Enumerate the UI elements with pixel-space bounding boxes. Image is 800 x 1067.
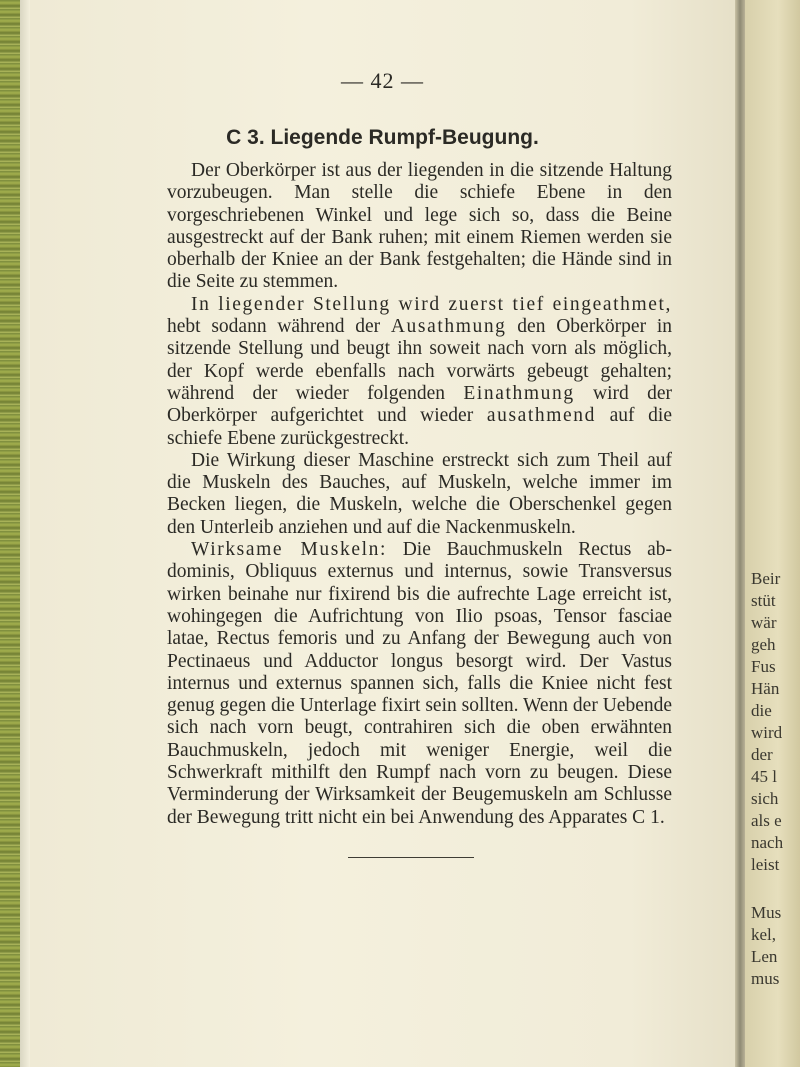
paragraph-4 <box>167 539 672 829</box>
section-heading: C 3. Liegende Rumpf-Beugung. <box>226 126 539 149</box>
adjacent-page-text <box>751 568 800 990</box>
fragment: die <box>751 701 772 720</box>
spaced-text: ausathmend <box>486 405 596 427</box>
text-run: wird der Oberkörper aufgerichtet und wieder <box>167 382 672 427</box>
fragment: leist <box>751 855 780 874</box>
fragment: wird <box>751 723 783 742</box>
text-run: hebt sodann während der <box>167 316 391 338</box>
spaced-text: Einathmung <box>463 382 575 404</box>
book-binding-edge <box>0 0 20 1067</box>
fragment: Beir <box>751 569 781 588</box>
fragment: der <box>751 745 773 764</box>
spaced-text: In liegender Stellung wird zuerst tief eingeathmet, <box>191 293 672 315</box>
fragment: geh <box>751 635 776 654</box>
fragment: wär <box>751 613 777 632</box>
fragment: Fus <box>751 657 776 676</box>
fragment: sich <box>751 789 779 808</box>
page-number: — 42 — <box>341 68 424 93</box>
fragment: mus <box>751 969 780 988</box>
binding-gap <box>20 0 30 1067</box>
fragment: 45 l <box>751 767 777 786</box>
paragraph-1: Der Oberkörper ist aus der liegenden in die sitzende Haltung vorzubeugen. Man stelle die schiefe Ebene in den vorgeschriebenen Winkel und lege sich so, dass die Beine ausgestreckt auf der Bank ruhen; mit einem Riemen werden sie oberhalb der Kniee an der Bank festgehalten; die Hände sind in die Seite zu stemmen. <box>167 160 672 293</box>
text-run: auf die schiefe Ebene zurückgestreckt. <box>167 405 672 449</box>
body-text <box>167 160 672 829</box>
adjacent-page-edge <box>745 0 800 1067</box>
fragment: als e <box>751 811 782 830</box>
spaced-text: Wirksame Muskeln: <box>191 539 387 561</box>
fragment: nach <box>751 833 784 852</box>
book-page <box>30 0 735 1067</box>
fragment: Hän <box>751 679 780 698</box>
text-run: Die Bauchmuskeln Rectus abdominis, Obliquus externus und internus, sowie Transversus wirken beinahe nur fixirend bis die aufrechte Lage erreicht ist, wohingegen die Aufrichtung von Ilio psoas, Tensor fasciae latae, Rectus femoris und zu Anfang der Bewegung auch von Pectinaeus und Adductor longus besorgt wird. Der Vastus internus und externus spannen sich, falls die Kniee nicht fest genug gegen die Unterlage fixirt sein sollten. Wenn der Uebende sich nach vorn beugt, contrahiren sich die oben erwähnten Bauchmuskeln, jedoch mit weniger Energie, weil die Schwerkraft mithilft den Rumpf nach vorn zu beugen. Diese Verminderung der Wirksamkeit der Beugemuskeln am Schlusse der Bewegung tritt nicht ein bei Anwendung des Apparates C 1. <box>167 539 672 828</box>
spaced-text: Ausathmung <box>390 316 507 338</box>
text-run: den Oberkörper in sitzende Stellung und beugt ihn soweit nach vorn als möglich, der Kopf werde ebenfalls nach vorwärts gebeugt gehalten; während der wieder folgenden <box>167 316 672 404</box>
page-gutter <box>735 0 745 1067</box>
paragraph-3: Die Wirkung dieser Maschine erstreckt sich zum Theil auf die Muskeln des Bauches, auf Muskeln, welche immer im Becken liegen, die Muskeln, welche die Oberschenkel gegen den Unterleib anziehen und auf die Nackenmuskeln. <box>167 449 672 538</box>
fragment: stüt <box>751 591 776 610</box>
paragraph-2 <box>167 294 672 450</box>
fragment: Len <box>751 947 778 966</box>
fragment: kel, <box>751 925 777 944</box>
fragment: Mus <box>751 903 782 922</box>
end-rule <box>348 857 474 858</box>
